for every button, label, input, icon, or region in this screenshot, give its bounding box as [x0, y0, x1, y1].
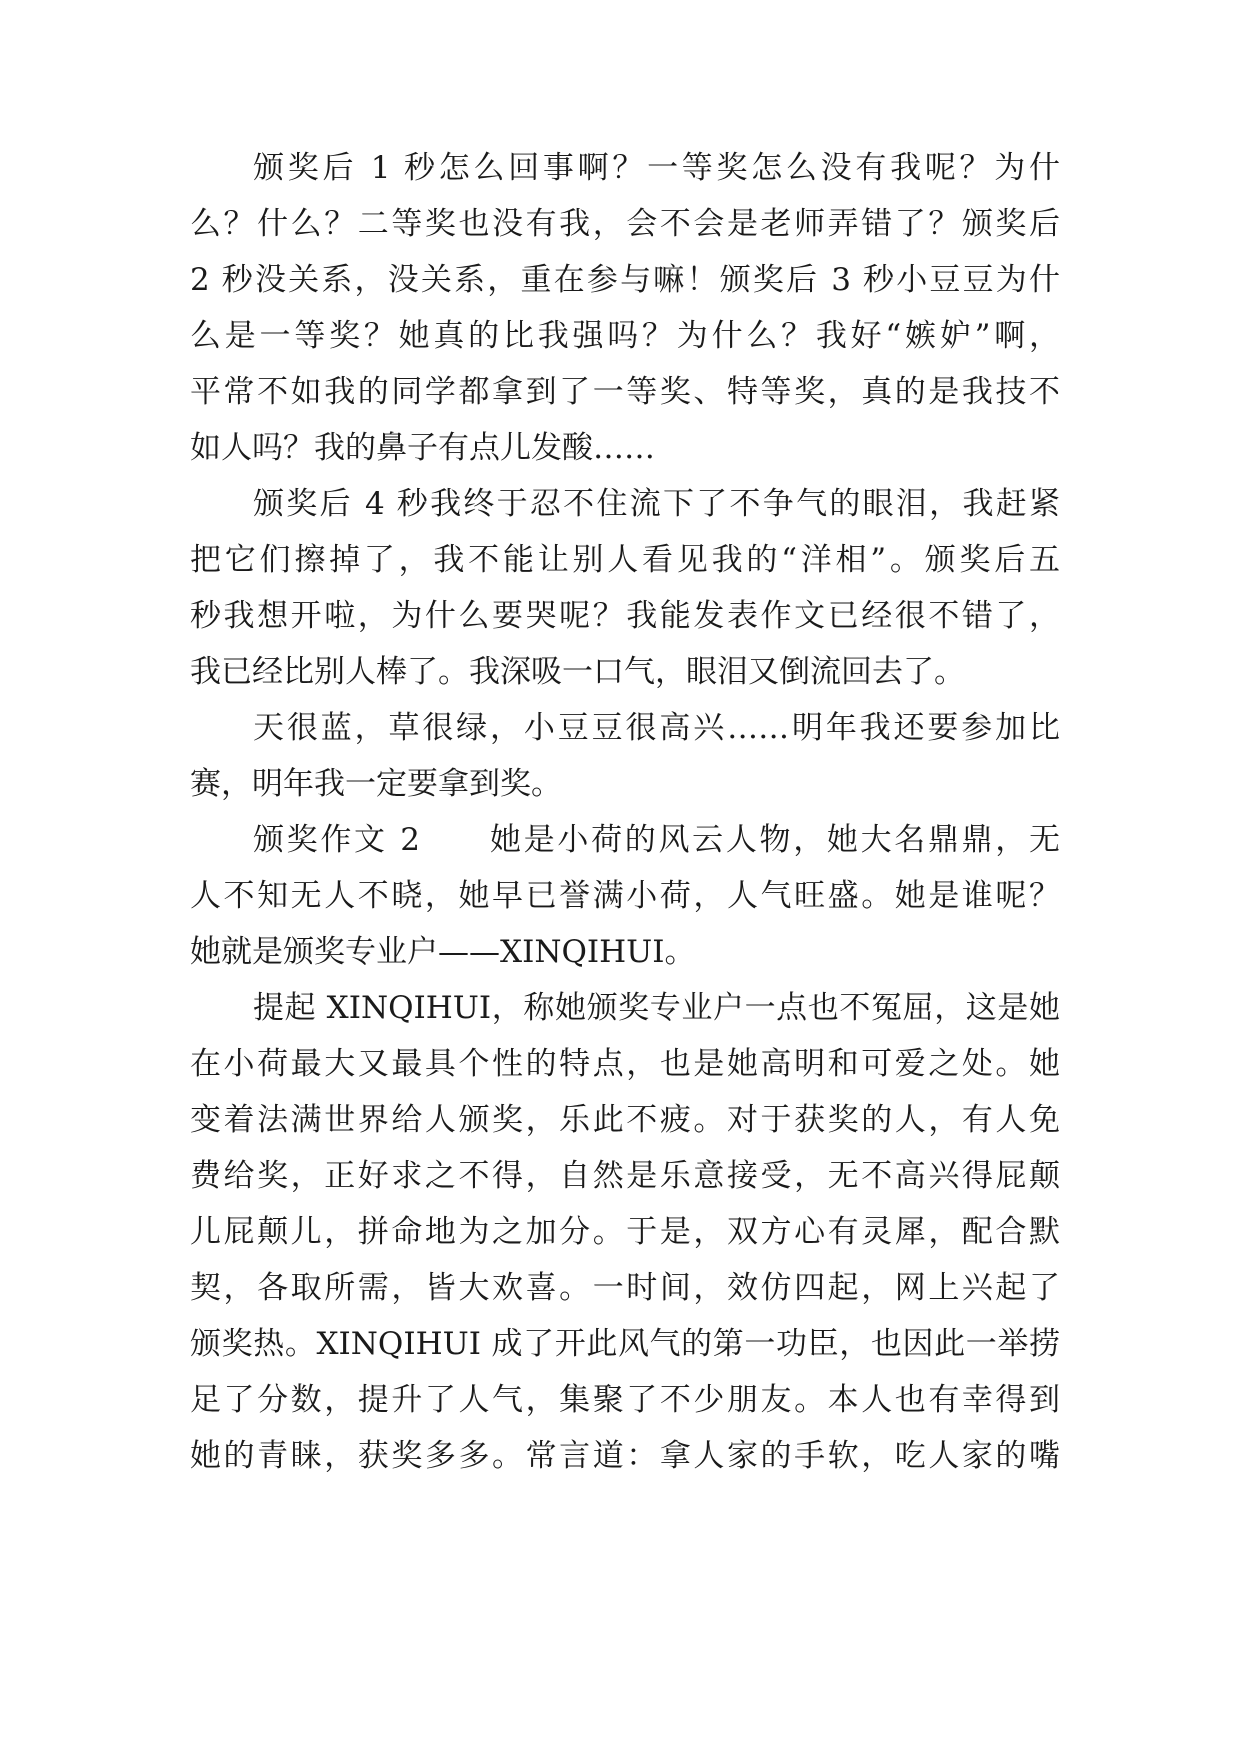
text-line: 秒我想开啦，为什么要哭呢？我能发表作文已经很不错了，: [190, 598, 1060, 634]
text-line: 颁奖作文 2 她是小荷的风云人物，她大名鼎鼎，无: [253, 822, 1060, 858]
text-line: 在小荷最大又最具个性的特点，也是她高明和可爱之处。她: [190, 1046, 1060, 1082]
text-line: 把它们擦掉了，我不能让别人看见我的“洋相”。颁奖后五: [190, 542, 1060, 578]
text-line: 颁奖后 4 秒我终于忍不住流下了不争气的眼泪，我赶紧: [253, 486, 1060, 522]
text-line: 赛，明年我一定要拿到奖。: [190, 766, 562, 802]
text-line: 她就是颁奖专业户——XINQIHUI。: [190, 934, 696, 970]
text-line: 足了分数，提升了人气，集聚了不少朋友。本人也有幸得到: [190, 1382, 1060, 1418]
text-line: 提起 XINQIHUI，称她颁奖专业户一点也不冤屈，这是她: [253, 990, 1060, 1026]
text-line: 2 秒没关系，没关系，重在参与嘛！颁奖后 3 秒小豆豆为什: [190, 262, 1060, 298]
text-line: 么？什么？二等奖也没有我，会不会是老师弄错了？颁奖后: [190, 206, 1060, 242]
text-line: 儿屁颠儿，拼命地为之加分。于是，双方心有灵犀，配合默: [190, 1214, 1060, 1250]
text-line: 平常不如我的同学都拿到了一等奖、特等奖，真的是我技不: [190, 374, 1060, 410]
text-line: 费给奖，正好求之不得，自然是乐意接受，无不高兴得屁颠: [190, 1158, 1060, 1194]
text-line: 如人吗？我的鼻子有点儿发酸……: [190, 430, 655, 466]
text-line: 我已经比别人棒了。我深吸一口气，眼泪又倒流回去了。: [190, 654, 965, 690]
text-line: 颁奖后 1 秒怎么回事啊？一等奖怎么没有我呢？为什: [253, 150, 1060, 186]
text-line: 天很蓝，草很绿，小豆豆很高兴……明年我还要参加比: [253, 710, 1060, 746]
text-line: 她的青睐，获奖多多。常言道：拿人家的手软，吃人家的嘴: [190, 1438, 1060, 1474]
text-line: 契，各取所需，皆大欢喜。一时间，效仿四起，网上兴起了: [190, 1270, 1060, 1306]
text-line: 变着法满世界给人颁奖，乐此不疲。对于获奖的人，有人免: [190, 1102, 1060, 1138]
text-line: 么是一等奖？她真的比我强吗？为什么？我好“嫉妒”啊，: [190, 318, 1060, 354]
text-line: 颁奖热。XINQIHUI 成了开此风气的第一功臣，也因此一举捞: [190, 1326, 1060, 1362]
text-line: 人不知无人不晓，她早已誉满小荷，人气旺盛。她是谁呢？: [190, 878, 1060, 914]
